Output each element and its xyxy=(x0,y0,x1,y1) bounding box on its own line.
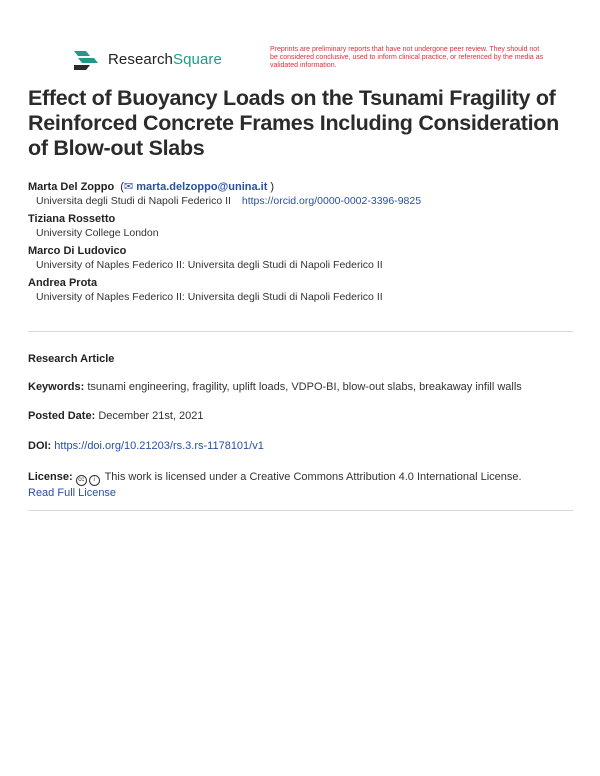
logo-word-research: Research xyxy=(108,50,173,68)
author-entry xyxy=(28,180,573,208)
research-square-logo[interactable] xyxy=(72,47,222,71)
keywords-line xyxy=(28,380,573,395)
posted-date-line xyxy=(28,409,573,424)
author-name: Andrea Prota xyxy=(28,277,98,289)
author-entry xyxy=(28,244,573,272)
author-affiliation: University of Naples Federico II: Universita degli Studi di Napoli Federico II xyxy=(36,259,383,271)
author-affiliation: University of Naples Federico II: Universita degli Studi di Napoli Federico II xyxy=(36,291,383,303)
email-close-paren: ) xyxy=(267,181,275,193)
author-list xyxy=(28,180,573,308)
keywords-label: Keywords: xyxy=(28,381,85,393)
logo-text xyxy=(108,51,222,68)
license-text: This work is licensed under a Creative Commons Attribution 4.0 International License. xyxy=(104,471,522,483)
doi-line xyxy=(28,439,573,454)
paper-title: Effect of Buoyancy Loads on the Tsunami Fragility of Reinforced Concrete Frames Including Consideration of Blow-out Slabs xyxy=(28,86,559,160)
author-name: Marta Del Zoppo xyxy=(28,181,115,193)
license-label: License: xyxy=(28,471,73,483)
cc-icon: cc xyxy=(76,475,87,486)
license-block xyxy=(28,470,573,501)
doi-link[interactable]: https://doi.org/10.21203/rs.3.rs-1178101/v1 xyxy=(54,440,264,452)
article-type xyxy=(28,352,573,367)
doi-label: DOI: xyxy=(28,440,52,452)
article-type-label: Research Article xyxy=(28,353,115,365)
preprint-disclaimer: Preprints are preliminary reports that have not undergone peer review. They should not be considered conclusive, used to inform clinical practice, or referenced by the media as validated information. xyxy=(270,46,544,69)
email-icon: ✉ xyxy=(123,181,134,193)
author-name: Marco Di Ludovico xyxy=(28,245,127,257)
email-open-paren: ( xyxy=(117,181,124,193)
author-name: Tiziana Rossetto xyxy=(28,213,116,225)
orcid-link[interactable]: https://orcid.org/0000-0002-3396-9825 xyxy=(241,195,422,207)
author-email-link[interactable]: marta.delzoppo@unina.it xyxy=(136,181,268,193)
header xyxy=(0,0,600,80)
divider-top xyxy=(28,331,573,332)
author-affiliation: University College London xyxy=(36,227,159,239)
author-affiliation: Universita degli Studi di Napoli Federico II xyxy=(36,195,231,207)
divider-bottom xyxy=(28,510,573,511)
keywords-value: tsunami engineering, fragility, uplift loads, VDPO-BI, blow-out slabs, breakaway infill walls xyxy=(87,381,522,393)
posted-date-label: Posted Date: xyxy=(28,410,96,422)
posted-date-value: December 21st, 2021 xyxy=(98,410,204,422)
attribution-icon: i xyxy=(89,475,100,486)
author-entry xyxy=(28,276,573,304)
author-entry xyxy=(28,212,573,240)
logo-word-square: Square xyxy=(173,50,222,68)
read-full-license-link[interactable]: Read Full License xyxy=(28,487,117,499)
research-square-logo-icon xyxy=(72,47,102,71)
